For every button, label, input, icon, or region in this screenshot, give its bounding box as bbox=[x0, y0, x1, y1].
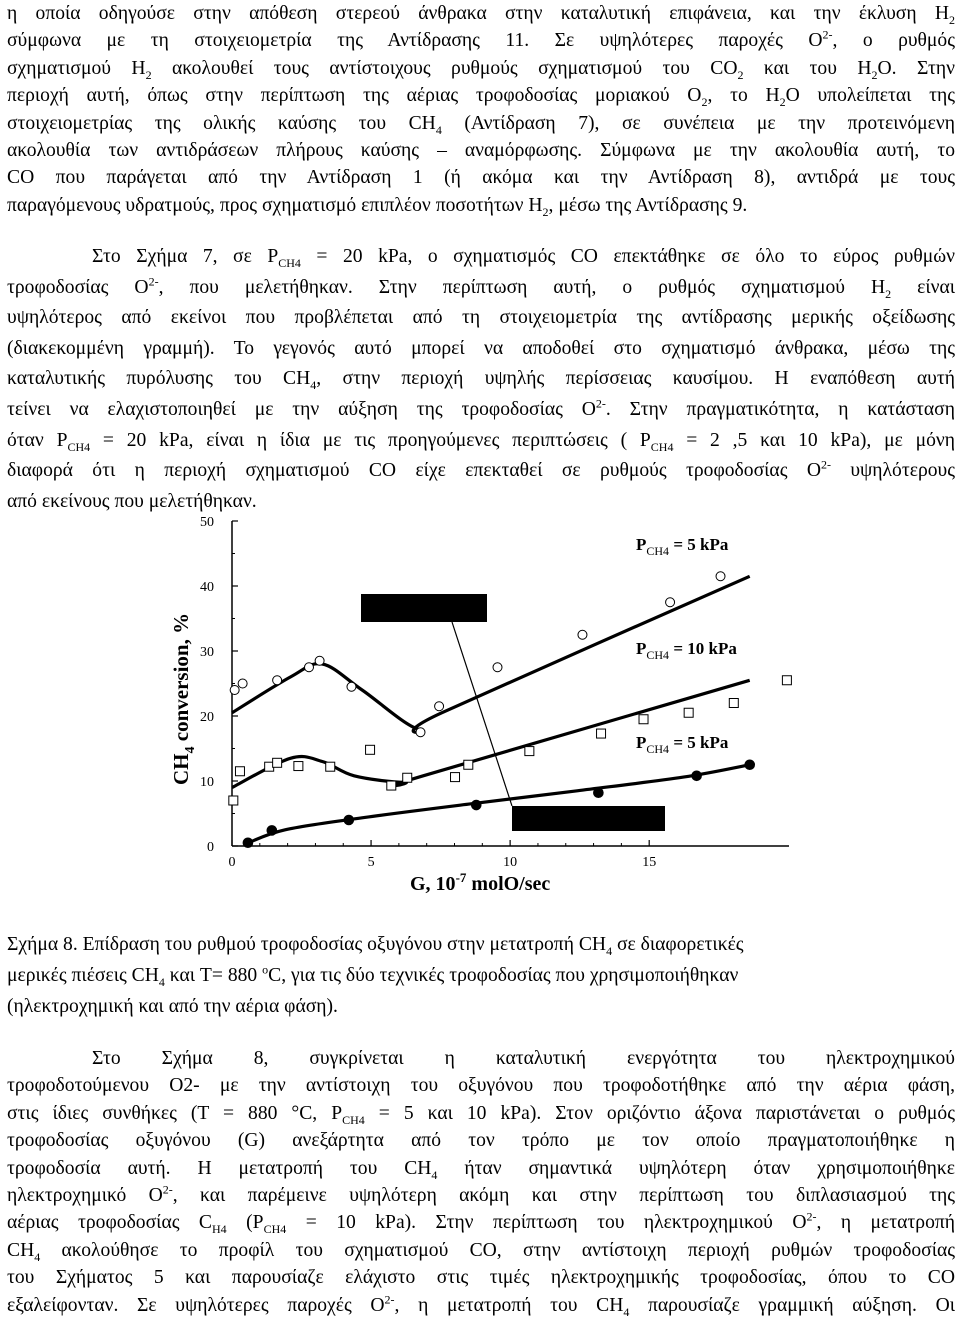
subscript: 2 bbox=[737, 67, 744, 82]
data-point-open-circle bbox=[273, 676, 282, 685]
text-run: εξαλείφονταν. Σε υψηλότερες παροχές O bbox=[7, 1294, 385, 1316]
data-point-open-square bbox=[729, 699, 738, 708]
superscript: 2- bbox=[820, 457, 831, 472]
data-point-open-circle bbox=[304, 663, 313, 672]
data-point-filled-circle bbox=[692, 771, 702, 781]
text-run: (ηλεκτροχημική και από την αέρια φάση). bbox=[7, 995, 338, 1017]
text-run: μερικές πιέσεις CH bbox=[7, 964, 159, 986]
subscript: H4 bbox=[212, 1222, 227, 1237]
data-point-open-square bbox=[326, 762, 335, 771]
subscript: 2 bbox=[779, 95, 786, 110]
text-run: , που μελετήθηκαν. Στην περίπτωση αυτή, ο ρυθμός σχηματισμού H bbox=[158, 276, 886, 298]
subscript: CH4 bbox=[650, 439, 674, 454]
data-point-filled-circle bbox=[594, 788, 604, 798]
text-run: = 10 kPa). Στην περίπτωση του ηλεκτροχημικού O bbox=[286, 1212, 807, 1234]
x-tick-label: 15 bbox=[642, 855, 657, 870]
text-run: , και παρέμεινε υψηλότερη ακόμη και στην περίπτωση του διπλασιασμού της bbox=[172, 1185, 955, 1207]
data-point-open-square bbox=[235, 767, 244, 776]
text-line bbox=[7, 992, 955, 1023]
text-run: σύμφωνα με τη στοιχειομετρία της Αντίδρασης 11. Σε υψηλότερες παροχές O bbox=[7, 30, 823, 52]
annotation-label: $P_{CH4} = 5$ kPa bbox=[636, 733, 729, 756]
x-tick-label: 5 bbox=[367, 855, 375, 870]
subscript: 4 bbox=[606, 943, 613, 958]
pointer-line bbox=[587, 800, 665, 806]
data-point-open-circle bbox=[238, 679, 247, 688]
data-point-open-circle bbox=[493, 663, 502, 672]
superscript: 2- bbox=[148, 274, 159, 289]
text-line bbox=[7, 395, 955, 426]
text-run: στις ίδιες συνθήκες (T = 880 °C, P bbox=[7, 1102, 343, 1124]
data-point-open-square bbox=[464, 760, 473, 769]
data-point-open-circle bbox=[578, 630, 587, 639]
text-run: υψηλότερους bbox=[830, 460, 955, 482]
data-point-filled-circle bbox=[267, 826, 277, 836]
data-point-open-square bbox=[597, 729, 606, 738]
superscript: 2- bbox=[162, 1182, 173, 1197]
superscript: 2- bbox=[822, 27, 833, 42]
text-line bbox=[7, 273, 955, 304]
text-run: τροφοδοσίας O bbox=[7, 276, 149, 298]
text-run: O υπολείπεται της bbox=[785, 85, 955, 107]
subscript: 4 bbox=[158, 974, 165, 989]
data-point-open-square bbox=[273, 758, 282, 767]
text-line bbox=[7, 1237, 955, 1264]
data-point-open-circle bbox=[435, 702, 444, 711]
chart-axes bbox=[200, 515, 789, 870]
text-run: αέριας τροφοδοσίας C bbox=[7, 1212, 212, 1234]
subscript: 4 bbox=[623, 1304, 630, 1319]
data-point-open-square bbox=[639, 715, 648, 724]
text-run: ακολουθία των αντιδράσεων πλήρους καύσης – αναμόρφωσης. Σύμφωνα με την ακολουθία αυτή, το bbox=[7, 140, 955, 162]
superscript: 2- bbox=[384, 1292, 395, 1307]
text-run: σε διαφορετικές bbox=[612, 934, 744, 955]
annotation-label: $P_{CH4} = 5$ kPa bbox=[636, 535, 729, 558]
subscript: 4 bbox=[34, 1249, 41, 1264]
text-line bbox=[7, 27, 955, 54]
y-tick-label: 0 bbox=[207, 840, 214, 855]
text-run: τροφοδοσίας οξυγόνου (G) ανεξάρτητα από τον τρόπο με τον οποίο πραγματοποιήθηκε η bbox=[7, 1130, 955, 1152]
y-tick-label: 20 bbox=[200, 710, 214, 725]
text-line bbox=[7, 110, 955, 137]
subscript: 2 bbox=[871, 67, 878, 82]
text-run: , ο ρυθμός bbox=[832, 30, 955, 52]
chart-markers bbox=[229, 572, 792, 848]
text-run: η οποία οδηγούσε στην απόθεση στερεού άνθρακα στην καταλυτική επιφάνεια, και την έκλυση H bbox=[7, 3, 949, 24]
data-point-open-circle bbox=[716, 572, 725, 581]
data-point-open-square bbox=[782, 676, 791, 685]
paragraph-3 bbox=[7, 1045, 955, 1319]
text-run: διαφορά ότι η περιοχή σχηματισμού CO είχε επεκταθεί σε ρυθμούς τροφοδοσίας O bbox=[7, 460, 821, 482]
text-run: του Σχήματος 5 και παρουσίαζε ελάχιστο στις τιμές ηλεκτροχημικής τροφοδοσίας, όπου το CO bbox=[7, 1267, 955, 1289]
text-run: Σχήμα 8. Επίδραση του ρυθμού τροφοδοσίας οξυγόνου στην μετατροπή CH bbox=[7, 934, 607, 955]
data-point-open-circle bbox=[315, 656, 324, 665]
chart-svg bbox=[160, 500, 800, 910]
text-run: C, για τις δύο τεχνικές τροφοδοσίας που χρησιμοποιήθηκαν bbox=[268, 964, 739, 986]
text-run: περιοχή αυτή, όπως στην περίπτωση της αέριας τροφοδοσίας μοριακού O bbox=[7, 85, 702, 107]
text-run: CH bbox=[7, 1239, 35, 1261]
text-run: , μέσω της Αντίδρασης 9. bbox=[548, 194, 748, 216]
pointer-line bbox=[452, 622, 512, 806]
text-run: τροφοδοτούμενου O2- με την αντίστοιχη του οξυγόνου που τροφοδοτήθηκε από την αέρια φάση, bbox=[7, 1075, 955, 1097]
subscript: 4 bbox=[431, 1167, 438, 1182]
data-point-open-square bbox=[451, 773, 460, 782]
superscript: 2- bbox=[806, 1209, 817, 1224]
y-tick-label: 50 bbox=[200, 515, 214, 530]
subscript: 2 bbox=[885, 286, 892, 301]
data-point-open-circle bbox=[666, 598, 675, 607]
subscript: CH4 bbox=[342, 1112, 365, 1127]
subscript: 2 bbox=[949, 12, 955, 27]
data-point-filled-circle bbox=[344, 815, 354, 825]
data-point-open-square bbox=[403, 773, 412, 782]
data-point-open-square bbox=[684, 708, 693, 717]
subscript: 2 bbox=[701, 95, 708, 110]
superscript: o bbox=[262, 962, 269, 977]
text-line bbox=[7, 1127, 955, 1154]
text-line bbox=[7, 242, 955, 273]
text-run: καταλυτικής πυρόλυσης του CH bbox=[7, 368, 311, 390]
text-run: = 2 ,5 και 10 kPa), με μόνη bbox=[673, 429, 956, 451]
text-run: = 20 kPa, είναι η ίδια με τις προηγούμενες περιπτώσεις ( P bbox=[90, 429, 651, 451]
text-line bbox=[7, 1045, 955, 1072]
text-run: (Αντίδραση 7), σε συνέπεια με την προτεινόμενη bbox=[441, 112, 955, 134]
text-line bbox=[7, 192, 955, 219]
text-run: παρουσίαζε γραμμική αύξηση. Οι bbox=[629, 1294, 955, 1316]
chart-annotations bbox=[636, 535, 737, 756]
data-point-filled-circle bbox=[745, 760, 755, 770]
paragraph-1 bbox=[7, 0, 955, 219]
text-run: (P bbox=[226, 1212, 264, 1234]
subscript: CH4 bbox=[263, 1222, 287, 1237]
text-line bbox=[7, 456, 955, 487]
text-run: CO που παράγεται από την Αντίδραση 1 (ή ακόμα και την Αντίδραση 8), αντιδρά με τους bbox=[7, 167, 955, 189]
data-point-open-square bbox=[366, 745, 375, 754]
redaction-box bbox=[512, 806, 665, 831]
text-run: , στην περιοχή υψηλής περίσσειας καυσίμου. Η εναπόθεση αυτή bbox=[316, 368, 955, 390]
text-line bbox=[7, 82, 955, 109]
text-line bbox=[7, 1072, 955, 1099]
annotation-label: $P_{CH4} = 10$ kPa bbox=[636, 639, 737, 662]
x-axis-label: G, $10^{-7}$ molO/sec bbox=[410, 870, 551, 895]
text-run: ηλεκτροχημικό O bbox=[7, 1185, 163, 1207]
subscript: 2 bbox=[542, 204, 549, 219]
data-point-open-square bbox=[229, 796, 238, 805]
paragraph-2 bbox=[7, 242, 955, 517]
data-point-open-circle bbox=[230, 686, 239, 695]
subscript: 2 bbox=[145, 67, 152, 82]
text-run: ακολούθησε το προφίλ του σχηματισμού CO, στην αντίστοιχη περιοχή ρυθμών τροφοδοσίας bbox=[40, 1239, 955, 1261]
chart-fit-curves bbox=[232, 576, 750, 844]
data-point-open-circle bbox=[347, 682, 356, 691]
text-line bbox=[7, 55, 955, 82]
redaction-box bbox=[361, 594, 487, 622]
text-line bbox=[7, 1100, 955, 1127]
text-run: , η μετατροπή του CH bbox=[394, 1294, 624, 1316]
y-axis-label: $CH_4$ conversion, % bbox=[169, 612, 198, 785]
text-run: = 5 και 10 kPa). Στον οριζόντιο άξονα παριστάνεται ο ρυθμός bbox=[364, 1102, 955, 1124]
subscript: 4 bbox=[435, 122, 442, 137]
text-run: = 20 kPa, ο σχηματισμός CO επεκτάθηκε σε όλο το εύρος ρυθμών bbox=[300, 246, 955, 267]
text-run: όταν P bbox=[7, 429, 68, 451]
x-tick-label: 10 bbox=[503, 855, 518, 870]
text-line bbox=[7, 1264, 955, 1291]
text-line bbox=[7, 426, 955, 457]
text-run: τείνει να ελαχιστοποιηθεί με την αύξηση της τροφοδοσίας O bbox=[7, 398, 596, 420]
fit-curve-series-3 bbox=[245, 765, 749, 844]
subscript: CH4 bbox=[278, 255, 301, 270]
text-line bbox=[7, 364, 955, 395]
text-run: και T= 880 bbox=[164, 964, 263, 986]
text-run: υψηλότερος από εκείνοι που προβλέπεται από τη στοιχειομετρία της αντίδρασης μερικής οξείδωσης bbox=[7, 307, 955, 329]
x-tick-label: 0 bbox=[228, 855, 236, 870]
text-line bbox=[7, 0, 955, 27]
data-point-filled-circle bbox=[471, 800, 481, 810]
text-line bbox=[7, 1292, 955, 1319]
text-line bbox=[7, 164, 955, 191]
text-line bbox=[7, 303, 955, 334]
data-point-filled-circle bbox=[243, 838, 253, 848]
text-line bbox=[7, 137, 955, 164]
text-run: από εκείνους που μελετήθηκαν. bbox=[7, 490, 257, 512]
text-run: Στο Σχήμα 7, σε P bbox=[92, 246, 279, 267]
figure-8-chart bbox=[160, 500, 800, 910]
text-run: , η μετατροπή bbox=[816, 1212, 956, 1234]
text-line bbox=[7, 1182, 955, 1209]
text-run: και του H bbox=[743, 57, 872, 79]
subscript: CH4 bbox=[67, 439, 91, 454]
text-run: τροφοδοσία αυτή. Η μετατροπή του CH bbox=[7, 1157, 432, 1179]
data-point-open-square bbox=[294, 762, 303, 771]
text-run: στοιχειομετρίας της ολικής καύσης του CH bbox=[7, 112, 436, 134]
text-line bbox=[7, 961, 955, 992]
text-run: ήταν σημαντικά υψηλότερη όταν χρησιμοποιήθηκε bbox=[437, 1157, 955, 1179]
y-tick-label: 30 bbox=[200, 645, 214, 660]
text-run: , το H bbox=[707, 85, 780, 107]
text-run: O. Στην bbox=[877, 57, 955, 79]
text-line bbox=[7, 930, 955, 961]
text-line bbox=[7, 1155, 955, 1182]
text-run: ακολουθεί τους αντίστοιχους ρυθμούς σχηματισμού του CO bbox=[151, 57, 738, 79]
text-run: παραγόμενους υδρατμούς, προς σχηματισμό επιπλέον ποσοτήτων H bbox=[7, 194, 543, 216]
text-run: είναι bbox=[891, 276, 955, 298]
data-point-open-square bbox=[387, 781, 396, 790]
superscript: 2- bbox=[595, 396, 606, 411]
y-tick-label: 10 bbox=[200, 775, 214, 790]
text-line bbox=[7, 334, 955, 365]
subscript: 4 bbox=[310, 378, 317, 393]
figure-caption bbox=[7, 930, 955, 1022]
data-point-open-circle bbox=[416, 728, 425, 737]
text-run: . Στην πραγματικότητα, η κατάσταση bbox=[605, 398, 955, 420]
text-line bbox=[7, 1209, 955, 1236]
text-run: σχηματισμού H bbox=[7, 57, 146, 79]
text-run: (διακεκομμένη γραμμή). Το γεγονός αυτό μπορεί να αποδοθεί στο σχηματισμό άνθρακα, μέσω της bbox=[7, 337, 955, 359]
y-tick-label: 40 bbox=[200, 580, 214, 595]
data-point-open-square bbox=[525, 747, 534, 756]
text-run: Στο Σχήμα 8, συγκρίνεται η καταλυτική ενεργότητα του ηλεκτροχημικού bbox=[92, 1048, 955, 1069]
